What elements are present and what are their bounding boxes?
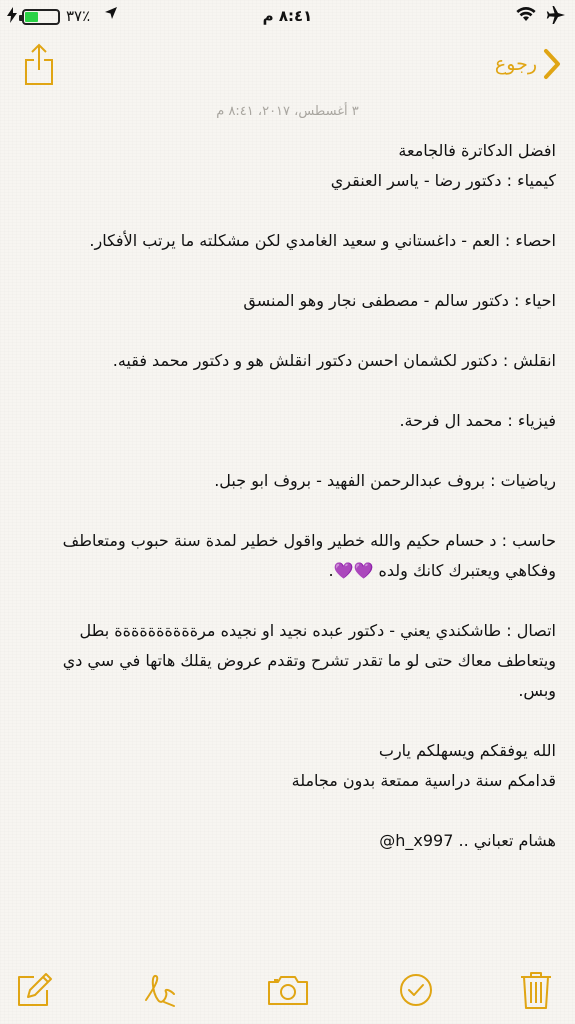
- camera-icon: [266, 995, 310, 1014]
- bottom-toolbar: [0, 956, 575, 1024]
- status-bar: [0, 0, 575, 36]
- back-button[interactable]: [495, 46, 561, 82]
- note-line: الله يوفقكم ويسهلكم يارب: [378, 741, 556, 760]
- camera-button[interactable]: [266, 970, 306, 1010]
- note-line: احياء : دكتور سالم - مصطفى نجار وهو المنسق: [243, 291, 556, 310]
- note-line: قدامكم سنة دراسية ممتعة بدون مجاملة: [291, 771, 556, 790]
- note-line: كيمياء : دكتور رضا - ياسر العنقري: [330, 171, 556, 190]
- note-line: هشام تعباني .. h_x997@: [379, 831, 556, 850]
- compose-icon: [14, 995, 54, 1014]
- checklist-button[interactable]: [396, 970, 436, 1010]
- wifi-icon: [516, 7, 536, 26]
- note-blank-line: [46, 376, 556, 406]
- note-blank-line: [46, 706, 556, 736]
- note-blank-line: [46, 316, 556, 346]
- status-time: ٨:٤١ م: [262, 7, 313, 25]
- checklist-icon: [396, 995, 436, 1014]
- note-line: حاسب : د حسام حكيم والله خطير واقول خطير لمدة سنة حبوب ومتعاطف وفكاهي ويعتبرك كانك ولده 💜💜.: [62, 531, 556, 580]
- note-line: انقلش : دكتور لكشمان احسن دكتور انقلش هو و دكتور محمد فقيه.: [112, 351, 556, 370]
- battery-percent: ٣٧٪: [66, 7, 91, 25]
- note-blank-line: [46, 496, 556, 526]
- note-blank-line: [46, 196, 556, 226]
- back-label: رجوع: [494, 53, 537, 75]
- share-button[interactable]: [23, 42, 55, 86]
- note-line: احصاء : العم - داغستاني و سعيد الغامدي لكن مشكلته ما يرتب الأفكار.: [89, 231, 556, 250]
- note-line: اتصال : طاشكندي يعني - دكتور عبده نجيد او نجيده مرةةةةةةةةةة بطل ويتعاطف معاك حتى لو ما تقدر تشرح وتقدم عروض يقلك هاتها في سي دي وبس.: [62, 621, 556, 700]
- chevron-right-icon: [543, 48, 561, 80]
- compose-button[interactable]: [14, 970, 54, 1010]
- airplane-icon: [546, 5, 566, 29]
- note-blank-line: [46, 586, 556, 616]
- sketch-icon: [140, 995, 180, 1014]
- note-line: رياضيات : بروف عبدالرحمن الفهيد - بروف ابو جبل.: [214, 471, 556, 490]
- trash-button[interactable]: [518, 970, 558, 1010]
- sketch-button[interactable]: [140, 970, 180, 1010]
- note-blank-line: [46, 436, 556, 466]
- note-blank-line: [46, 256, 556, 286]
- note-blank-line: [46, 796, 556, 826]
- note-body[interactable]: [46, 136, 556, 856]
- note-line: افضل الدكاترة فالجامعة: [398, 141, 556, 160]
- nav-bar: [0, 36, 575, 92]
- note-line: فيزياء : محمد ال فرحة.: [399, 411, 556, 430]
- share-icon: [23, 71, 55, 90]
- note-date: ٣ أغسطس، ٢٠١٧، ٨:٤١ م: [216, 104, 359, 119]
- trash-icon: [518, 995, 554, 1014]
